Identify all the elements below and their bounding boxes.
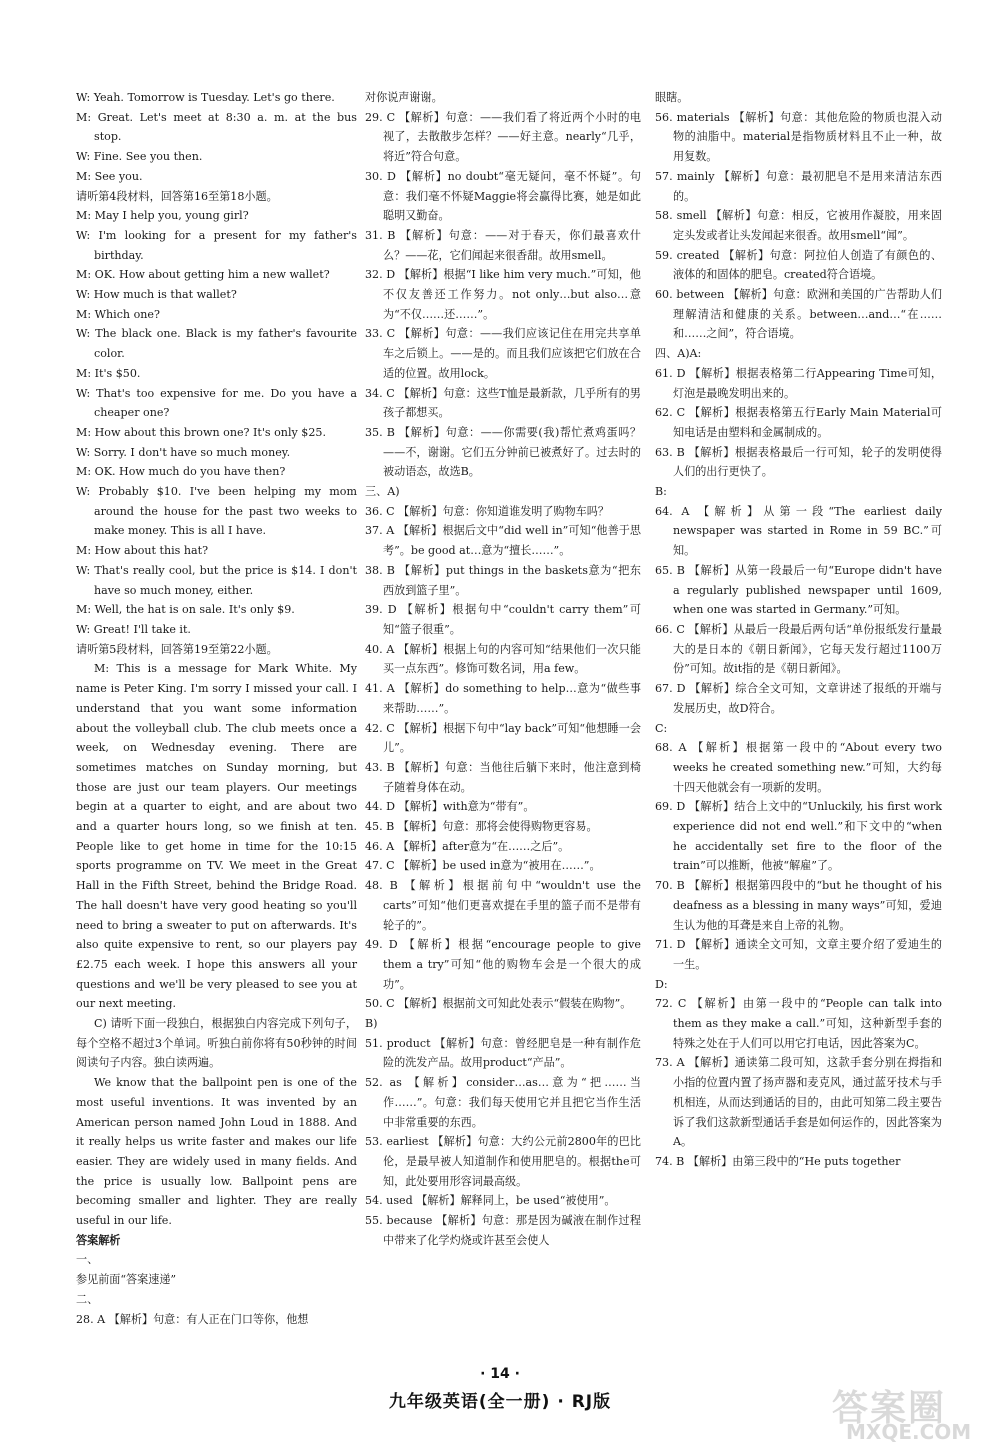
text-paragraph: 74. B 【解析】由第三段中的“He puts together (655, 1154, 901, 1168)
column-middle (365, 88, 641, 1250)
text-paragraph: 54. used 【解析】解释同上，be used“被使用”。 (365, 1194, 616, 1208)
text-paragraph: 三、A) (365, 485, 400, 499)
text-paragraph: 51. product 【解析】句意：曾经肥皂是一种有制作危险的洗发产品。故用product“产品”。 (365, 1036, 641, 1070)
text-paragraph: W: Fine. See you then. (76, 150, 203, 164)
text-paragraph: 55. because 【解析】句意：那是因为碱液在制作过程中带来了化学灼烧或许甚至会使人 (365, 1214, 641, 1247)
text-paragraph: 41. A 【解析】do something to help…意为“做些事来帮助……”。 (365, 682, 641, 715)
text-paragraph: 67. D 【解析】综合全文可知，文章讲述了报纸的开端与发展历史，故D符合。 (655, 682, 942, 715)
text-paragraph: 60. between 【解析】句意：欧洲和美国的广告帮助人们理解清洁和健康的关系。between…and…“在……和……之间”，符合语境。 (655, 288, 942, 341)
text-paragraph: M: OK. How about getting him a new wallet? (76, 268, 330, 282)
text-paragraph: 64. A 【解析】从第一段“The earliest daily newspaper was started in Rome in 59 BC.”可知。 (655, 504, 942, 558)
text-paragraph: 52. as 【解析】consider…as…意为“把……当作……”。句意：我们每天使用它并且把它当作生活中非常重要的东西。 (365, 1076, 641, 1129)
text-paragraph: M: OK. How much do you have then? (76, 465, 286, 479)
text-paragraph: 53. earliest 【解析】句意：大约公元前2800年的巴比伦，是最早被人知道制作和使用肥皂的。根据the可知，此处要用形容词最高级。 (365, 1135, 641, 1188)
text-paragraph: 58. smell 【解析】句意：相反，它被用作凝胶，用来固定头发或者让头发闻起来很香。故用smell“闻”。 (655, 209, 942, 242)
text-paragraph: W: Yeah. Tomorrow is Tuesday. Let's go there. (76, 91, 335, 104)
text-paragraph: 45. B 【解析】句意：那将会使得购物更容易。 (365, 820, 598, 834)
text-paragraph: 57. mainly 【解析】句意：最初肥皂不是用来清洁东西的。 (655, 169, 942, 203)
text-paragraph: M: This is a message for Mark White. My name is Peter King. I'm sorry I missed your call. I understand that you want some information about the volleyball club. The club meets once a week, on Wednesday evening. There are sometimes matches on Sunday morning, but those are just our team players. Our meetings begin at a quarter to eight, and are about two and a quarter hours long, so we finish at ten. People like to get home in time for the 10:15 sports programme on TV. We meet in the Great Hall in the Fifth Street, behind the Bridge Road. The hall doesn't have very good heating so you'll need to bring a sweater to put on afterwards. It's also quite expensive to rent, so our players pay £2.75 each week. I hope this answers all your questions and we'll be very pleased to see you at our next meeting. (76, 662, 357, 1011)
text-paragraph: 72. C 【解析】由第一段中的“People can talk into them as they make a call.”可知，这种新型手套的特殊之处在于人们可以用它打电话，因此答案为C。 (655, 997, 942, 1050)
text-paragraph: M: Which one? (76, 307, 160, 321)
text-paragraph: 63. B 【解析】根据表格最后一行可知，轮子的发明使得人们的出行更快了。 (655, 445, 942, 479)
text-paragraph: C: (655, 721, 668, 735)
text-paragraph: 34. C 【解析】句意：这些T恤是最新款，几乎所有的男孩子都想买。 (365, 386, 641, 420)
text-paragraph: M: It's $50. (76, 366, 141, 380)
text-paragraph: We know that the ballpoint pen is one of the most useful inventions. It was invented by an American person named John Loud in 1888. And it really helps us write faster and makes our life easier. They are widely used in many fields. And the price is usually low. Ballpoint pens are becoming smaller and lighter. They are really useful in our life. (76, 1076, 357, 1228)
text-paragraph: M: May I help you, young girl? (76, 209, 249, 223)
book-title: 九年级英语(全一册) · RJ版 (388, 1392, 612, 1412)
text-paragraph: 61. D 【解析】根据表格第二行Appearing Time可知，灯泡是最晚发明出来的。 (655, 366, 942, 400)
text-paragraph: M: How about this brown one? It's only $25. (76, 425, 326, 439)
text-paragraph: 一、 (76, 1253, 99, 1267)
watermark-logo (832, 1380, 992, 1442)
text-paragraph: 对你说声谢谢。 (365, 91, 443, 104)
text-paragraph: 56. materials 【解析】句意：其他危险的物质也混入动物的油脂中。material是指物质材料且不止一种，故用复数。 (655, 110, 942, 164)
page-number: · 14 · (480, 1366, 520, 1382)
text-paragraph: 50. C 【解析】根据前文可知此处表示“假装在购物”。 (365, 997, 632, 1011)
text-paragraph: 47. C 【解析】be used in意为“被用在……”。 (365, 859, 601, 873)
text-paragraph: 参见前面“答案速递” (76, 1273, 177, 1287)
text-paragraph: 44. D 【解析】with意为“带有”。 (365, 800, 535, 814)
watermark-chars: 答案圈 (832, 1388, 947, 1429)
text-paragraph: M: How about this hat? (76, 544, 209, 558)
text-paragraph: W: Great! I'll take it. (76, 622, 191, 636)
text-paragraph: 36. C 【解析】句意：你知道谁发明了购物车吗？ (365, 504, 609, 518)
text-paragraph: 39. D 【解析】根据句中“couldn't carry them”可知“篮子很重”。 (365, 603, 641, 636)
text-paragraph: 62. C 【解析】根据表格第五行Early Main Material可知电话是由塑料和金属制成的。 (655, 406, 942, 439)
text-paragraph: 73. A 【解析】通读第二段可知，这款手套分别在拇指和小指的位置内置了扬声器和麦克风，通过蓝牙技术与手机相连，从而达到通话的目的，由此可知第二段主要告诉了我们这款新型通话手套是如何运作的，因此答案为A。 (655, 1056, 942, 1149)
text-paragraph: 43. B 【解析】句意：当他往后躺下来时，他注意到椅子随着身体在动。 (365, 760, 641, 794)
text-paragraph: M: Well, the hat is on sale. It's only $9. (76, 603, 295, 617)
text-paragraph: 请听第5段材料，回答第19至第22小题。 (76, 642, 278, 656)
text-paragraph: M: See you. (76, 169, 143, 183)
text-paragraph: C) 请听下面一段独白，根据独白内容完成下列句子，每个空格不超过3个单词。听独白前你将有50秒钟的时间阅读句子内容。独白读两遍。 (76, 1017, 357, 1070)
text-paragraph: 30. D 【解析】no doubt“毫无疑问，毫不怀疑”。句意：我们毫不怀疑Maggie将会赢得比赛，她是如此聪明又勤奋。 (365, 169, 641, 223)
text-paragraph: W: I'm looking for a present for my father's birthday. (76, 228, 357, 262)
text-paragraph: B: (655, 485, 667, 499)
text-paragraph: 答案解析 (76, 1233, 121, 1247)
text-paragraph: 28. A 【解析】句意：有人正在门口等你，他想 (76, 1312, 309, 1326)
text-paragraph: 31. B 【解析】句意：——对于春天，你们最喜欢什么？——花，它们闻起来很香甜。故用smell。 (365, 228, 641, 262)
text-paragraph: 69. D 【解析】结合上文中的“Unluckily, his first work experience did not end well.”和下文中的“when he accidentally set fire to the floor of the train”可以推断，他被“解雇”了。 (655, 800, 942, 873)
text-paragraph: 71. D 【解析】通读全文可知，文章主要介绍了爱迪生的一生。 (655, 938, 942, 971)
text-paragraph: 46. A 【解析】after意为“在……之后”。 (365, 839, 570, 853)
text-paragraph: 59. created 【解析】句意：阿拉伯人创造了有颜色的、液体的和固体的肥皂。created符合语境。 (655, 248, 942, 282)
text-paragraph: 四、A)A: (655, 347, 702, 361)
text-paragraph: 40. A 【解析】根据上句的内容可知“结果他们一次只能买一点东西”。修饰可数名词，用a few。 (365, 642, 641, 676)
text-paragraph: M: Great. Let's meet at 8:30 a. m. at the bus stop. (76, 110, 357, 144)
column-left (76, 88, 357, 1329)
text-paragraph: 29. C 【解析】句意：——我们看了将近两个小时的电视了，去散散步怎样？——好主意。nearly“几乎，将近”符合句意。 (365, 110, 641, 164)
text-paragraph: 42. C 【解析】根据下句中“lay back”可知“他想睡一会儿”。 (365, 721, 641, 755)
text-paragraph: W: Probably $10. I've been helping my mom around the house for the past two weeks to make money. This is all I have. (76, 485, 357, 538)
column-right (655, 88, 942, 1172)
text-paragraph: 65. B 【解析】从第一段最后一句“Europe didn't have a regularly published newspaper until 1609, when one was started in Germany.”可知。 (655, 563, 942, 617)
text-paragraph: 70. B 【解析】根据第四段中的“but he thought of his deafness as a blessing in many ways”可知，爱迪生认为他的耳聋是来自上帝的礼物。 (655, 879, 942, 932)
text-paragraph: B) (365, 1017, 378, 1031)
text-paragraph: W: The black one. Black is my father's favourite color. (76, 327, 357, 361)
text-paragraph: 48. B 【解析】根据前句中“wouldn't use the carts”可知“他们更喜欢提在手里的篮子而不是带有轮子的”。 (365, 879, 641, 932)
text-paragraph: 38. B 【解析】put things in the baskets意为“把东西放到篮子里”。 (365, 563, 641, 597)
text-paragraph: 眼瞎。 (655, 91, 689, 104)
text-paragraph: 37. A 【解析】根据后文中“did well in”可知“他善于思考”。be good at…意为“擅长……”。 (365, 524, 641, 558)
text-paragraph: W: Sorry. I don't have so much money. (76, 445, 291, 459)
text-paragraph: 49. D 【解析】根据“encourage people to give them a try”可知“他的购物车会是一个很大的成功”。 (365, 938, 641, 991)
text-paragraph: 35. B 【解析】句意：——你需要(我)帮忙煮鸡蛋吗？——不，谢谢。它们五分钟前已被煮好了。过去时的被动语态，故选B。 (365, 425, 641, 479)
text-paragraph: D: (655, 977, 668, 991)
text-paragraph: W: That's too expensive for me. Do you have a cheaper one? (76, 386, 357, 420)
text-paragraph: 32. D 【解析】根据“I like him very much.”可知，他不仅友善还工作努力。not only…but also…意为“不仅……还……”。 (365, 268, 641, 321)
text-paragraph: 请听第4段材料，回答第16至第18小题。 (76, 189, 278, 203)
text-paragraph: 二、 (76, 1292, 99, 1306)
watermark-url: MXQE.COM (846, 1420, 972, 1444)
text-paragraph: 68. A 【解析】根据第一段中的“About every two weeks he created something new.”可知，大约每十四天他就会有一项新的发明。 (655, 741, 942, 794)
text-paragraph: W: That's really cool, but the price is $14. I don't have so much money, either. (76, 563, 357, 597)
text-paragraph: 33. C 【解析】句意：——我们应该记住在用完共享单车之后锁上。——是的。而且我们应该把它们放在合适的位置。故用lock。 (365, 327, 641, 380)
text-paragraph: W: How much is that wallet? (76, 288, 237, 302)
text-paragraph: 66. C 【解析】从最后一段最后两句话“单份报纸发行量最大的是日本的《朝日新闻》，它每天发行超过1100万份”可知。故it指的是《朝日新闻》。 (655, 622, 942, 676)
